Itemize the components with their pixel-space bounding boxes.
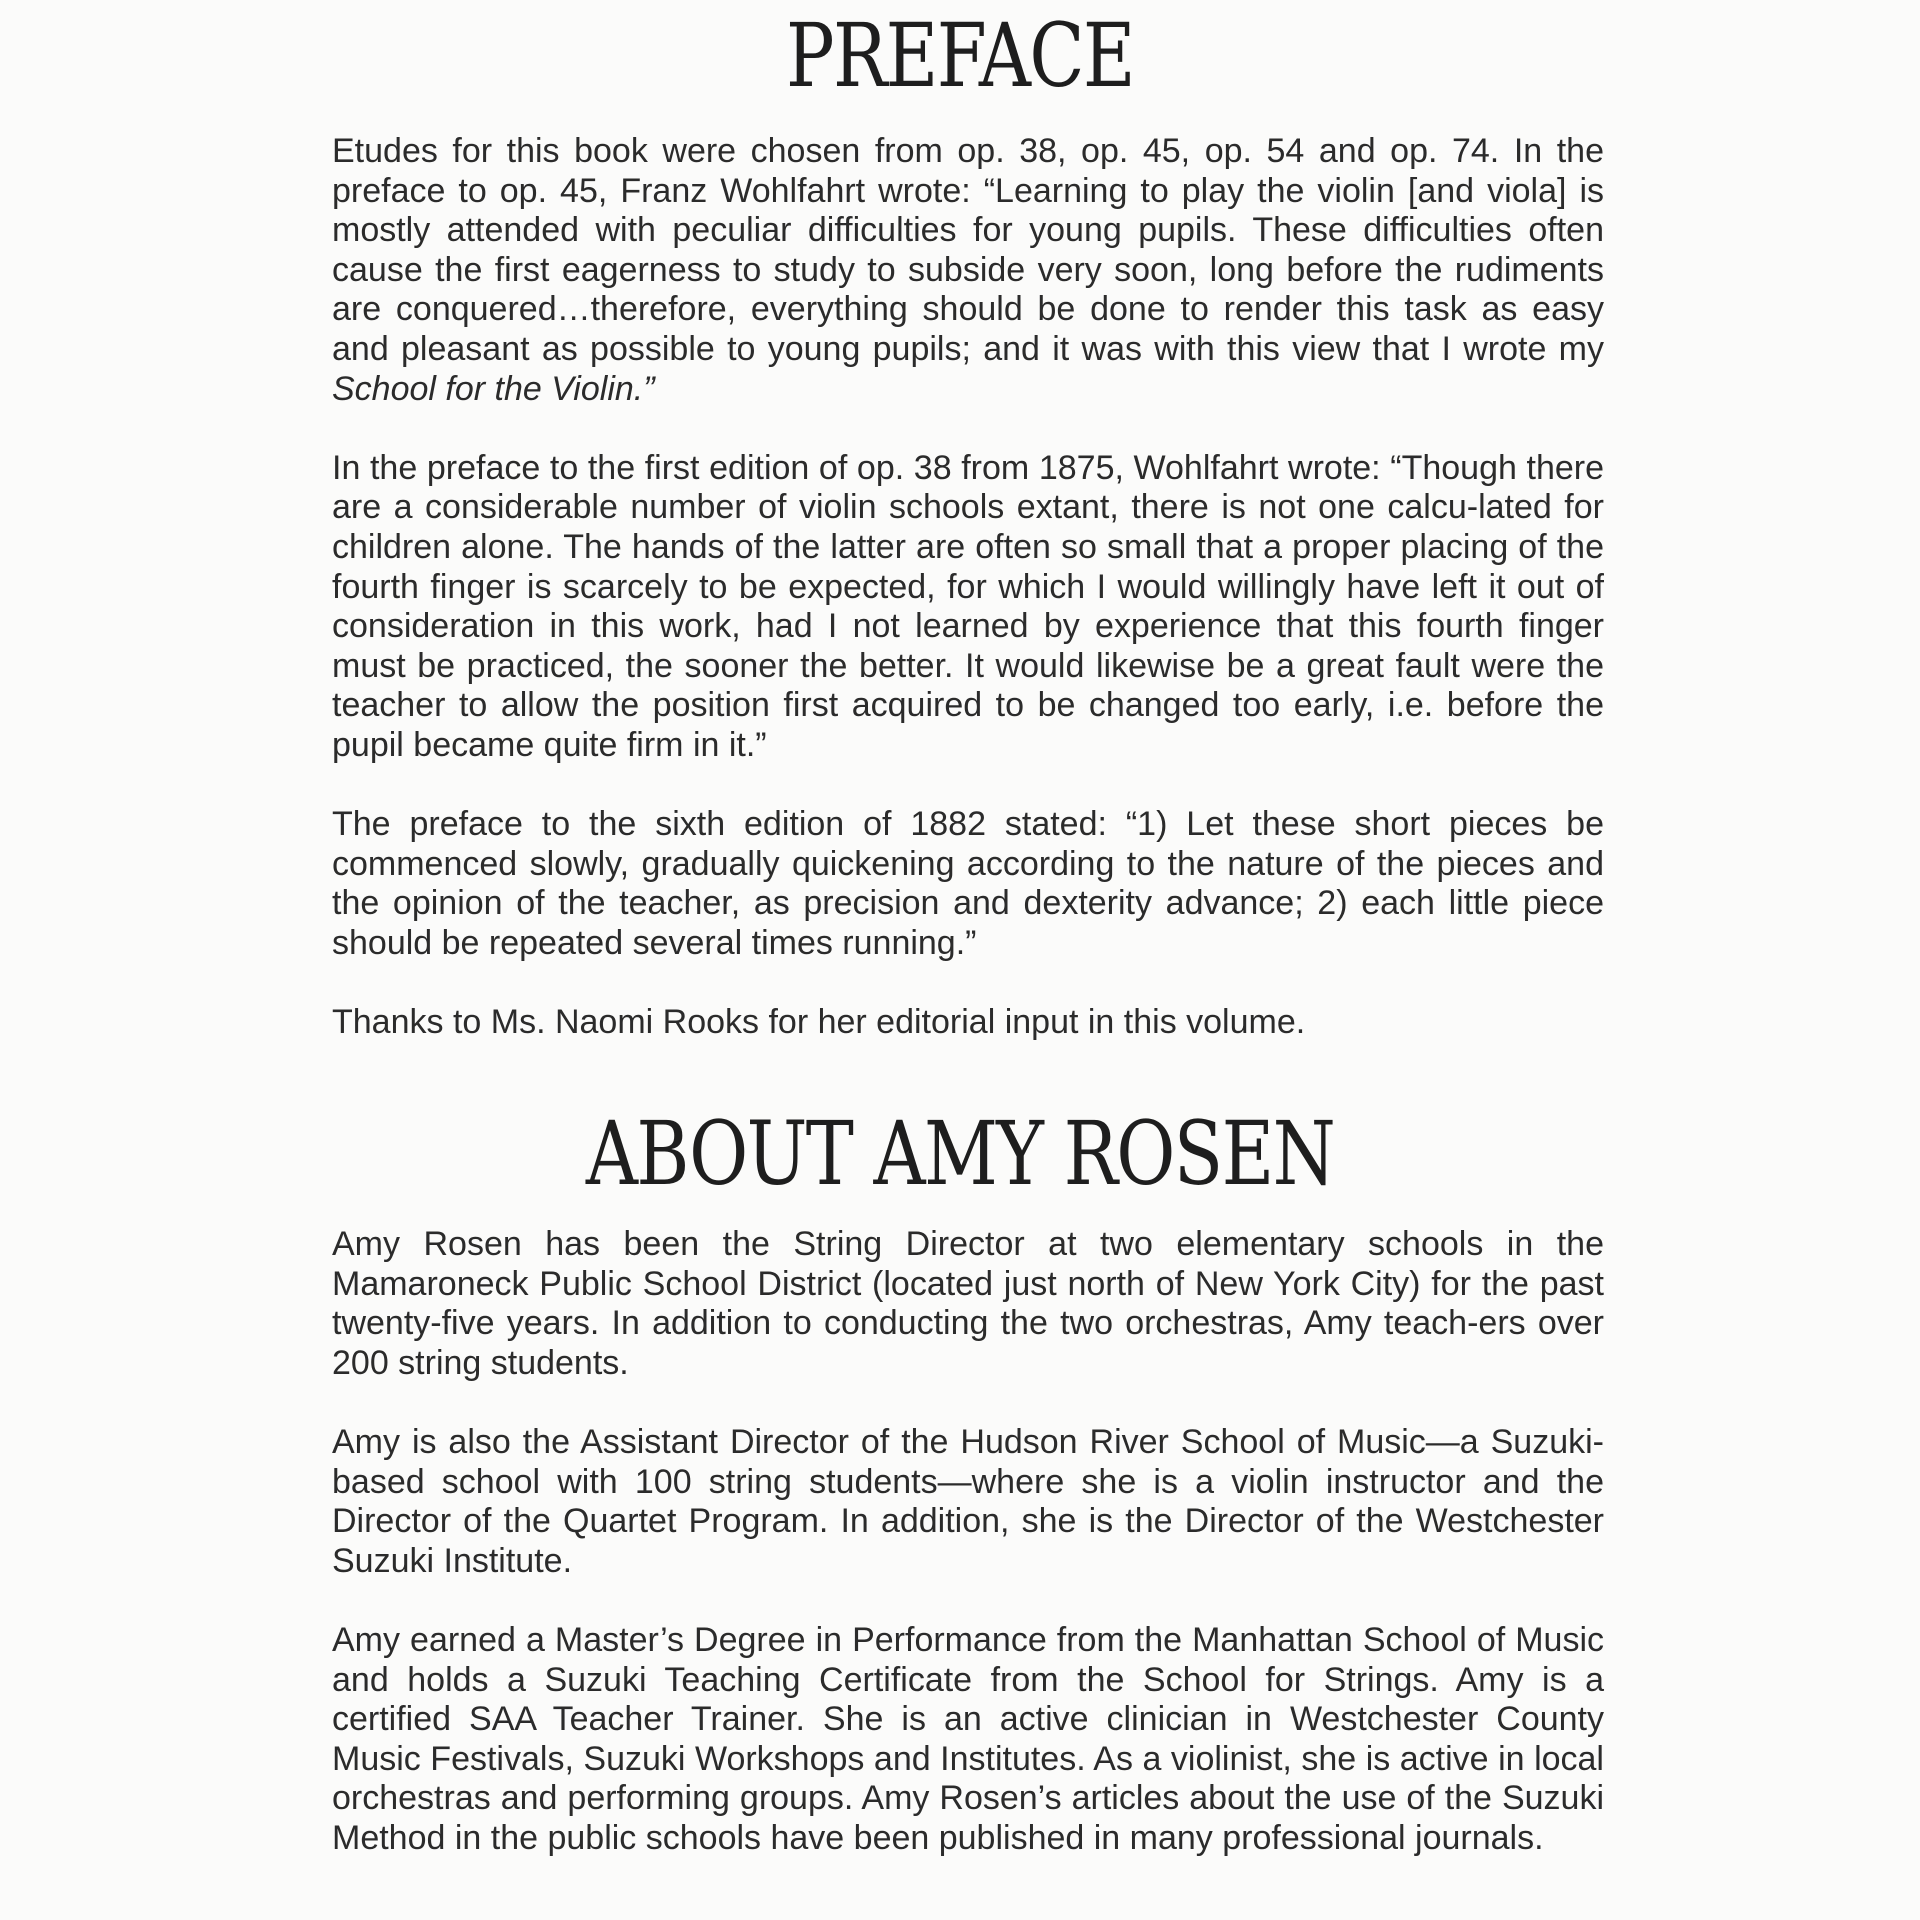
preface-paragraph-3: The preface to the sixth edition of 1882 stated: “1) Let these short pieces be commenced slowly, gradually quickening according to the nature of the pieces and the opinion of the teacher, as precision and dexterity advance; 2) each little piece should be repeated several times running.”: [332, 805, 1604, 962]
preface-paragraph-1-text: Etudes for this book were chosen from op. 38, op. 45, op. 54 and op. 74. In the preface to op. 45, Franz Wohlfahrt wrote: “Learning to play the violin [and viola] is mostly attended with peculiar difficulties for young pupils. These difficulties often cause the first eagerness to study to subside very soon, long before the rudiments are conquered…therefore, everything should be done to render this task as easy and pleasant as possible to young pupils; and it was with this view that I wrote my: [332, 132, 1604, 368]
about-section: [332, 1225, 1604, 1859]
preface-paragraph-1: [332, 132, 1604, 409]
about-paragraph-2: Amy is also the Assistant Director of the Hudson River School of Music—a Suzuki-based school with 100 string students—where she is a violin instructor and the Director of the Quartet Program. In addition, she is the Director of the Westchester Suzuki Institute.: [332, 1422, 1604, 1580]
preface-book-title: School for the Violin.”: [332, 369, 655, 408]
preface-paragraph-4: Thanks to Ms. Naomi Rooks for her editorial input in this volume.: [332, 1003, 1306, 1042]
about-paragraph-1: Amy Rosen has been the String Director at two elementary schools in the Mamaroneck Public School District (located just north of New York City) for the past twenty-five years. In addition to conducting the two orchestras, Amy teach-ers over 200 string students.: [332, 1225, 1604, 1382]
preface-section: [332, 132, 1604, 1043]
preface-paragraph-2: In the preface to the first edition of op. 38 from 1875, Wohlfahrt wrote: “Though there are a considerable number of violin schools extant, there is not one calcu-lated for children alone. The hands of the latter are often so small that a proper placing of the fourth finger is scarcely to be expected, for which I would willingly have left it out of consideration in this work, had I not learned by experience that this fourth finger must be practiced, the sooner the better. It would likewise be a great fault were the teacher to allow the position first acquired to be changed too early, i.e. before the pupil became quite firm in it.”: [332, 448, 1604, 764]
about-heading: ABOUT AMY ROSEN: [585, 1102, 1335, 1205]
preface-heading: PREFACE: [786, 4, 1134, 107]
about-paragraph-3: Amy earned a Master’s Degree in Performance from the Manhattan School of Music and holds a Suzuki Teaching Certificate from the School for Strings. Amy is a certified SAA Teacher Trainer. She is an active clinician in Westchester County Music Festivals, Suzuki Workshops and Institutes. As a violinist, she is active in local orchestras and performing groups. Amy Rosen’s articles about the use of the Suzuki Method in the public schools have been published in many professional journals.: [332, 1620, 1604, 1857]
